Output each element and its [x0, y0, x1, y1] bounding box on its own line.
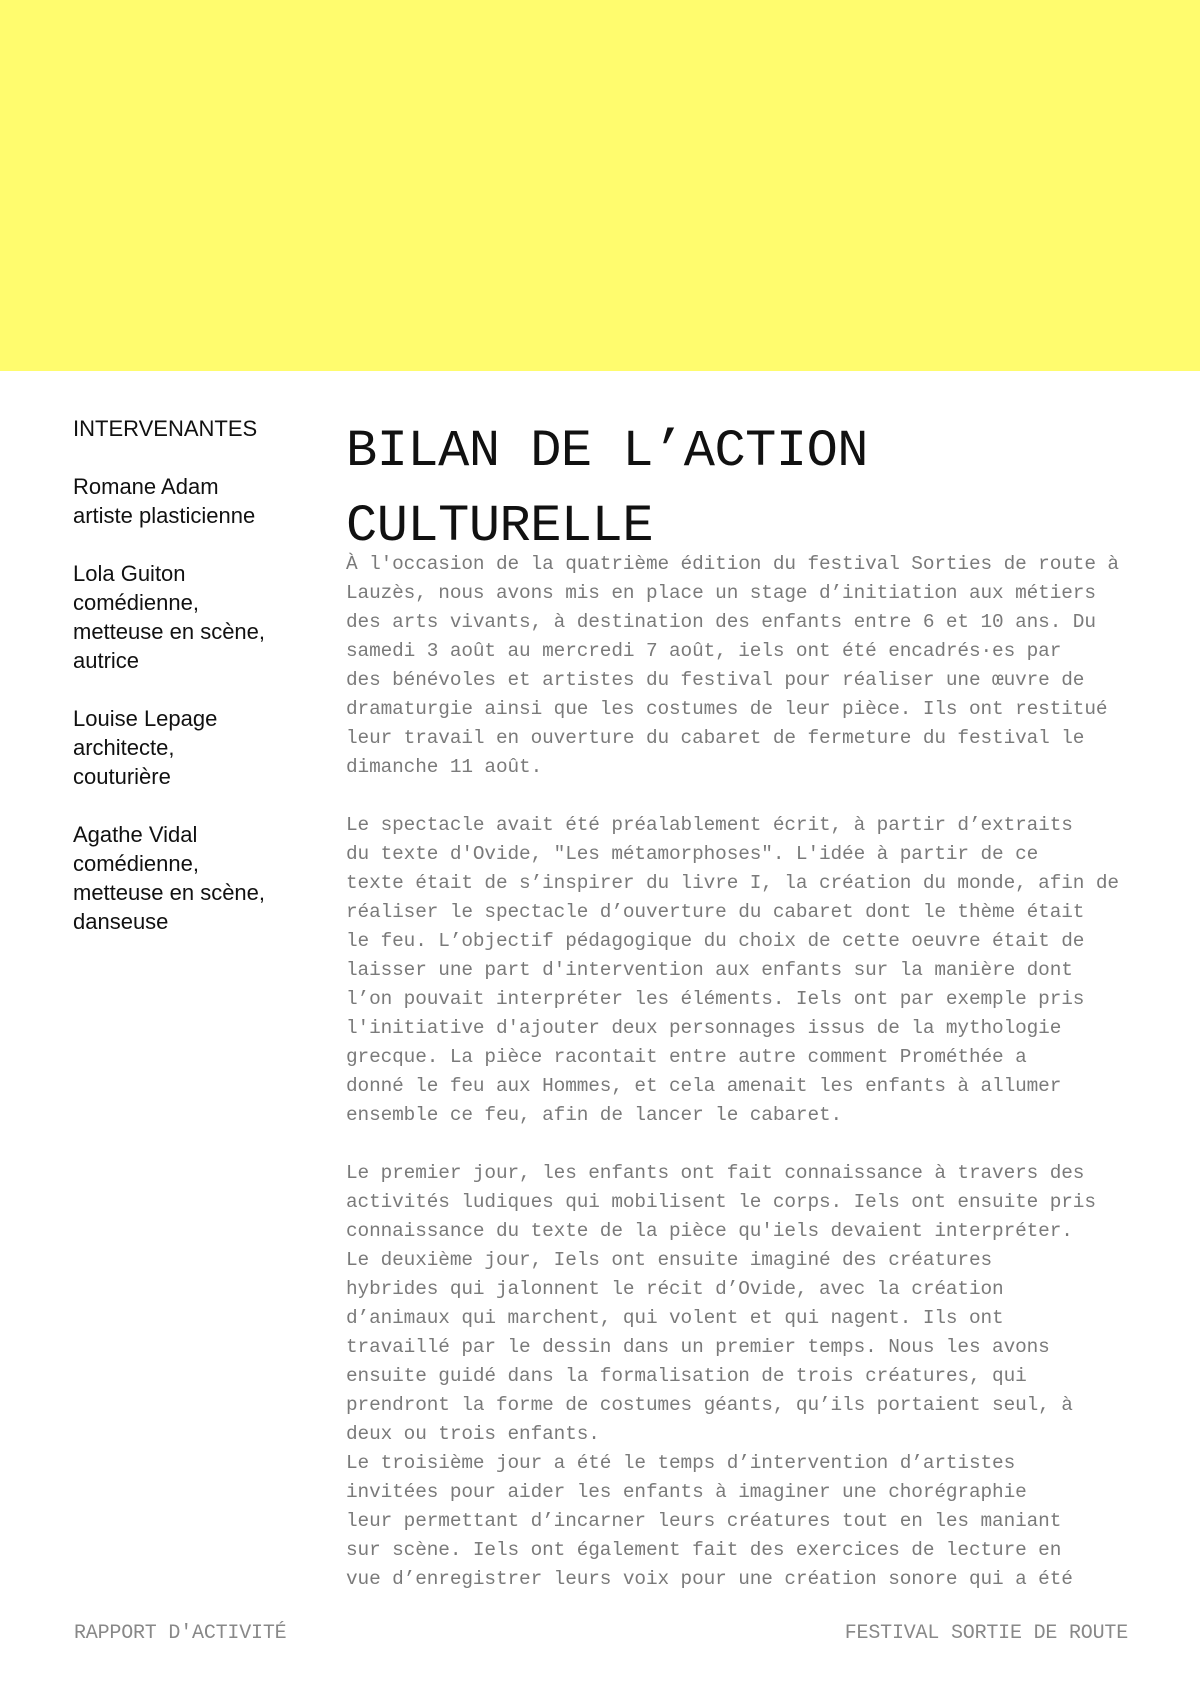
- paragraph-intro: [346, 550, 1119, 782]
- text-line: leur travail en ouverture du cabaret de fermeture du festival le: [346, 727, 1085, 749]
- person-role: danseuse: [73, 909, 169, 934]
- person-role: metteuse en scène,: [73, 619, 266, 644]
- text-line: laisser une part d'intervention aux enfants sur la manière dont: [346, 959, 1073, 981]
- text-line: travaillé par le dessin dans un premier temps. Nous les avons: [346, 1336, 1050, 1358]
- text-line: dramaturgie ainsi que les costumes de leur pièce. Ils ont restitué: [346, 698, 1108, 720]
- yellow-banner: [0, 0, 1200, 371]
- text-line: invitées pour aider les enfants à imaginer une chorégraphie: [346, 1481, 1027, 1503]
- page-title: [346, 414, 868, 564]
- text-line: l'initiative d'ajouter deux personnages issus de la mythologie: [346, 1017, 1062, 1039]
- text-line: prendront la forme de costumes géants, qu’ils portaient seul, à: [346, 1394, 1073, 1416]
- title-line: CULTURELLE: [346, 497, 654, 556]
- paragraph-spectacle: [346, 811, 1119, 1130]
- text-line: grecque. La pièce racontait entre autre comment Prométhée a: [346, 1046, 1027, 1068]
- text-line: Le troisième jour a été le temps d’intervention d’artistes: [346, 1452, 1016, 1474]
- text-line: du texte d'Ovide, "Les métamorphoses". L'idée à partir de ce: [346, 843, 1039, 865]
- person-louise-lepage: [73, 704, 217, 791]
- person-name: Lola Guiton: [73, 561, 186, 586]
- text-line: ensuite guidé dans la formalisation de trois créatures, qui: [346, 1365, 1027, 1387]
- text-line: activités ludiques qui mobilisent le corps. Iels ont ensuite pris: [346, 1191, 1096, 1213]
- person-role: comédienne,: [73, 851, 199, 876]
- person-romane-adam: [73, 472, 255, 530]
- text-line: Le premier jour, les enfants ont fait connaissance à travers des: [346, 1162, 1085, 1184]
- text-line: des bénévoles et artistes du festival pour réaliser une œuvre de: [346, 669, 1085, 691]
- text-line: samedi 3 août au mercredi 7 août, iels ont été encadrés·es par: [346, 640, 1062, 662]
- person-name: Romane Adam: [73, 474, 219, 499]
- person-lola-guiton: [73, 559, 265, 675]
- text-line: vue d’enregistrer leurs voix pour une création sonore qui a été: [346, 1568, 1073, 1590]
- text-line: des arts vivants, à destination des enfants entre 6 et 10 ans. Du: [346, 611, 1096, 633]
- text-line: connaissance du texte de la pièce qu'iels devaient interpréter.: [346, 1220, 1073, 1242]
- text-line: ensemble ce feu, afin de lancer le cabaret.: [346, 1104, 843, 1126]
- paragraph-days: [346, 1159, 1096, 1594]
- text-line: réaliser le spectacle d’ouverture du cabaret dont le thème était: [346, 901, 1085, 923]
- person-role: comédienne,: [73, 590, 199, 615]
- person-role: autrice: [73, 648, 140, 673]
- footer-report-label: RAPPORT D'ACTIVITÉ: [74, 1622, 287, 1645]
- text-line: le feu. L’objectif pédagogique du choix de cette oeuvre était de: [346, 930, 1085, 952]
- text-line: leur permettant d’incarner leurs créatures tout en les maniant: [346, 1510, 1062, 1532]
- text-line: deux ou trois enfants.: [346, 1423, 600, 1445]
- text-line: l’on pouvait interpréter les éléments. Iels ont par exemple pris: [346, 988, 1085, 1010]
- text-line: Le deuxième jour, Iels ont ensuite imaginé des créatures: [346, 1249, 993, 1271]
- text-line: sur scène. Iels ont également fait des exercices de lecture en: [346, 1539, 1062, 1561]
- person-role: metteuse en scène,: [73, 880, 266, 905]
- footer-festival-label: FESTIVAL SORTIE DE ROUTE: [844, 1622, 1128, 1645]
- text-line: texte était de s’inspirer du livre I, la création du monde, afin de: [346, 872, 1119, 894]
- text-line: donné le feu aux Hommes, et cela amenait les enfants à allumer: [346, 1075, 1062, 1097]
- title-line: BILAN DE L’ACTION: [346, 422, 868, 481]
- person-name: Louise Lepage: [73, 706, 218, 731]
- text-line: À l'occasion de la quatrième édition du festival Sorties de route à: [346, 553, 1119, 575]
- person-agathe-vidal: [73, 820, 265, 936]
- person-name: Agathe Vidal: [73, 822, 198, 847]
- person-role: artiste plasticienne: [73, 503, 256, 528]
- person-role: couturière: [73, 764, 171, 789]
- text-line: d’animaux qui marchent, qui volent et qui nagent. Ils ont: [346, 1307, 1004, 1329]
- person-role: architecte,: [73, 735, 175, 760]
- sidebar-heading: INTERVENANTES: [73, 416, 258, 441]
- text-line: Lauzès, nous avons mis en place un stage d’initiation aux métiers: [346, 582, 1096, 604]
- text-line: Le spectacle avait été préalablement écrit, à partir d’extraits: [346, 814, 1073, 836]
- text-line: dimanche 11 août.: [346, 756, 543, 778]
- text-line: hybrides qui jalonnent le récit d’Ovide, avec la création: [346, 1278, 1004, 1300]
